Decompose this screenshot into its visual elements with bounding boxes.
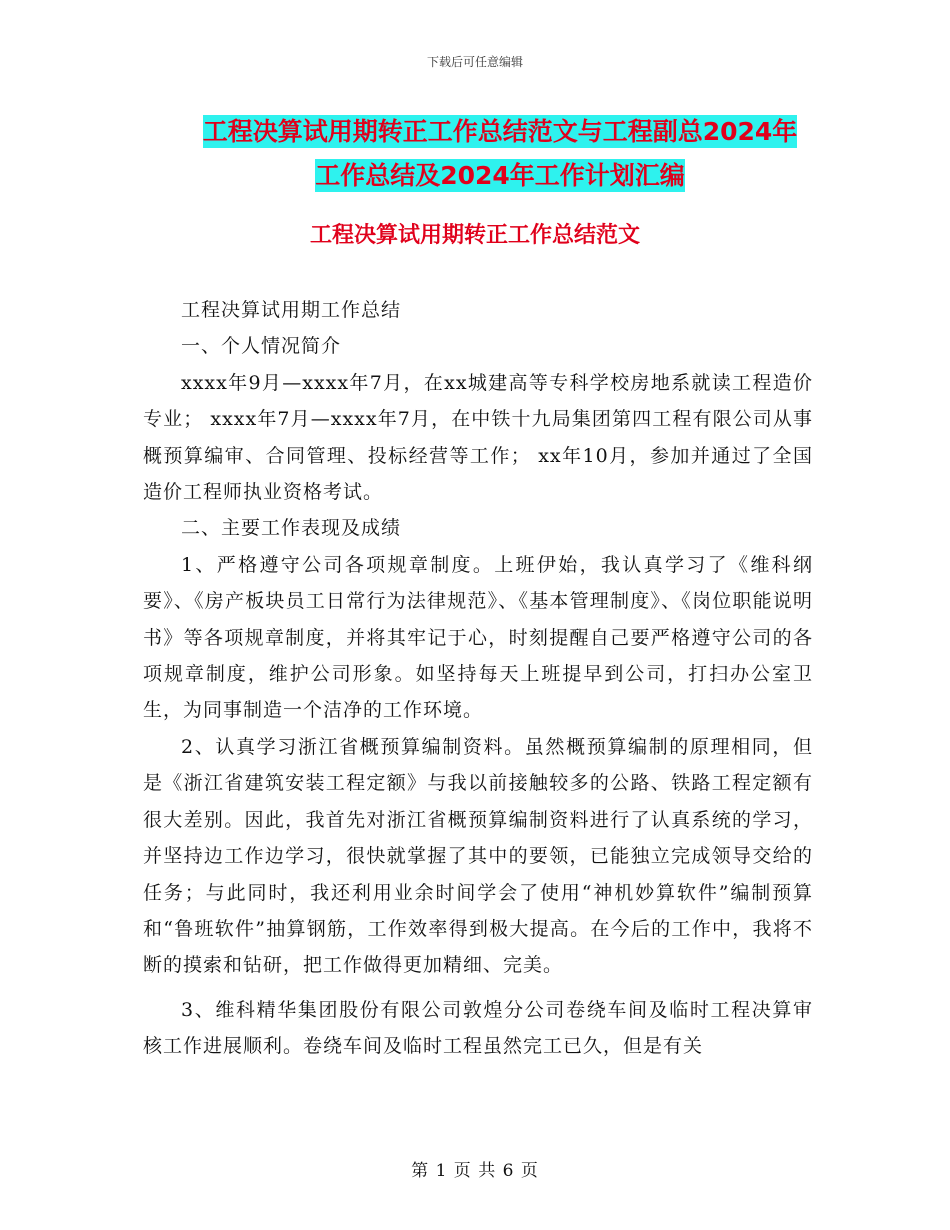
page-footer: 第 1 页 共 6 页: [411, 1161, 539, 1181]
paragraph-item-1: 1、严格遵守公司各项规章制度。上班伊始，我认真学习了《维科纲要》、《房产板块员工日常行为法律规范》、《基本管理制度》、《岗位职能说明书》等各项规章制度，并将其牢记于心，时刻提醒自己要严格遵守公司的各项规章制度，维护公司形象。如坚持每天上班提早到公司，打扫办公室卫生，为同事制造一个洁净的工作环境。: [143, 553, 813, 722]
paragraph-heading-2: 二、主要工作表现及成绩: [181, 517, 402, 540]
section-title: 工程决算试用期转正工作总结范文: [309, 223, 640, 248]
paragraph-subtitle: 工程决算试用期工作总结: [181, 299, 402, 321]
header-note: 下载后可任意编辑: [426, 55, 523, 69]
body-text: [143, 292, 813, 1065]
paragraph-item-3: 3、维科精华集团股份有限公司敦煌分公司卷绕车间及临时工程决算审核工作进展顺利。卷绕车间及临时工程虽然完工已久，但是有关: [143, 998, 813, 1058]
paragraph-personal-info: xxxx年9月—xxxx年7月，在xx城建高等专科学校房地系就读工程造价专业； xxxx年7月—xxxx年7月，在中铁十九局集团第四工程有限公司从事概预算编审、合同管理、投标经营等工作； xx年10月，参加并通过了全国造价工程师执业资格考试。: [143, 371, 813, 504]
paragraph-item-2: 2、认真学习浙江省概预算编制资料。虽然概预算编制的原理相同，但是《浙江省建筑安装工程定额》与我以前接触较多的公路、铁路工程定额有很大差别。因此，我首先对浙江省概预算编制资料进行了认真系统的学习，并坚持边工作边学习，很快就掌握了其中的要领，已能独立完成领导交给的任务；与此同时，我还利用业余时间学会了使用“神机妙算软件”编制预算和“鲁班软件”抽算钢筋，工作效率得到极大提高。在今后的工作中，我将不断的摸索和钻研，把工作做得更加精细、完美。: [143, 735, 813, 977]
main-title-line-1: 工程决算试用期转正工作总结范文与工程副总2024年: [202, 117, 798, 146]
main-title-line-2: 工作总结及2024年工作计划汇编: [315, 161, 685, 190]
paragraph-heading-1: 一、个人情况简介: [181, 335, 342, 358]
main-title: [150, 110, 850, 198]
